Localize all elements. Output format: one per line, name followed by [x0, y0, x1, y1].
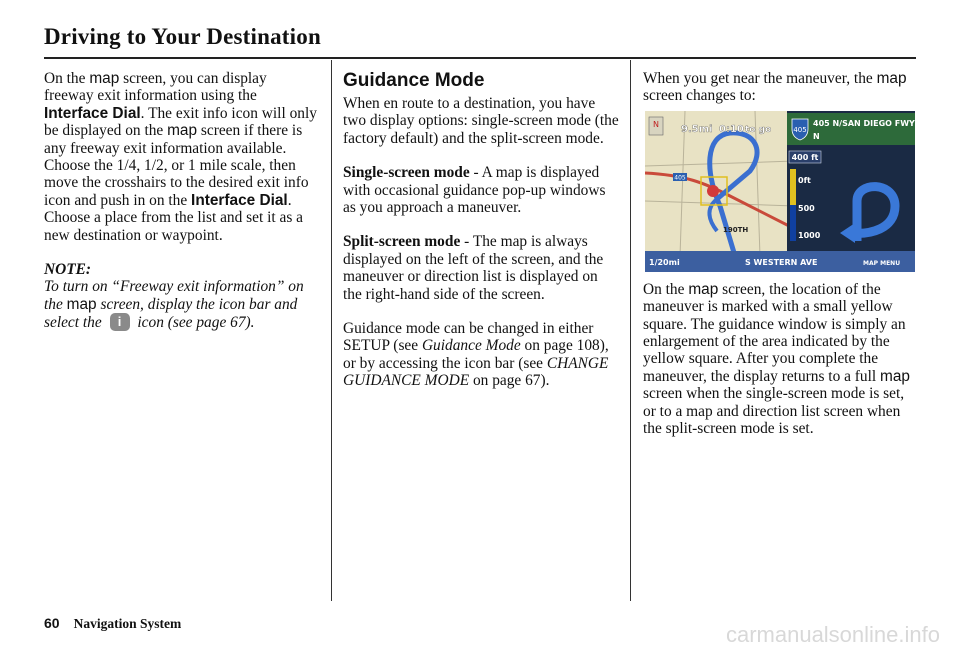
map-menu-label: MAP MENU	[863, 260, 901, 267]
compass-label: N	[653, 120, 659, 129]
column-left	[44, 70, 320, 332]
bar-label-0: 0ft	[798, 176, 811, 185]
shield-number: 405	[793, 126, 807, 134]
column-divider-2	[630, 60, 631, 601]
freeway-name: 405 N/SAN DIEGO FWY	[813, 119, 915, 128]
column-middle	[343, 70, 620, 390]
freeway-exit-paragraph: On the map screen, you can display freeway exit information using the Interface Dial. The exit info icon will only be displayed on the map screen if there is any freeway exit information available. Choose the 1/4, 1/2, or 1 mile scale, then move the crosshairs to the desired exit info icon and push in on the Interface Dial. Choose a place from the list and set it as a new destination or waypoint.	[44, 70, 317, 244]
current-street: S WESTERN AVE	[745, 258, 818, 267]
distance-to-maneuver: 400 ft	[791, 153, 819, 162]
page-number: 60	[44, 615, 60, 631]
time-remaining: 0:10	[719, 124, 744, 135]
note-label: NOTE:	[44, 261, 92, 279]
column-divider-1	[331, 60, 332, 601]
page-title: Driving to Your Destination	[44, 24, 321, 49]
title-rule	[44, 57, 916, 59]
freeway-direction: N	[813, 132, 820, 141]
split-screen-paragraph: Split-screen mode - The map is always displayed on the left of the screen, and the maneuver or direction list is displayed on the right-hand side of the screen.	[343, 233, 604, 303]
distance-remaining: 9.5mi	[681, 124, 713, 135]
small-shield-number: 405	[674, 174, 686, 182]
page-footer	[44, 615, 181, 632]
watermark: carmanualsonline.info	[725, 622, 940, 647]
to-go-label: to go	[745, 125, 772, 135]
bar-label-500: 500	[798, 204, 815, 213]
note-text: To turn on “Freeway exit information” on the map screen, display the icon bar and select the i icon (see page 67).	[44, 278, 320, 331]
bar-label-1000: 1000	[798, 231, 821, 240]
single-screen-paragraph: Single-screen mode - A map is displayed with occasional guidance pop-up windows as you approach a maneuver.	[343, 164, 606, 217]
change-mode-paragraph: Guidance mode can be changed in either SETUP (see Guidance Mode on page 108), or by accessing the icon bar (see CHANGE GUIDANCE MODE on page 67).	[343, 320, 609, 390]
street-190th: 190TH	[723, 226, 749, 234]
near-maneuver-paragraph: When you get near the maneuver, the map screen changes to:	[643, 70, 907, 105]
footer-section: Navigation System	[73, 616, 182, 631]
map-scale: 1/20mi	[649, 258, 680, 267]
info-icon	[110, 313, 130, 331]
maneuver-description-paragraph: On the map screen, the location of the maneuver is marked with a small yellow square. The guidance window is simply an enlargement of the area indicated by the yellow square. After you complete the maneuver, the display returns to a full map screen when the single-screen mode is set, or to a map and direction list screen when the split-screen mode is set.	[643, 280, 910, 438]
vehicle-marker	[707, 185, 719, 197]
guidance-mode-heading: Guidance Mode	[343, 70, 485, 91]
guidance-intro: When en route to a destination, you have two display options: single-screen mode (the factory default) and the split-screen mode.	[343, 95, 619, 147]
navigation-screen-image	[645, 111, 915, 272]
